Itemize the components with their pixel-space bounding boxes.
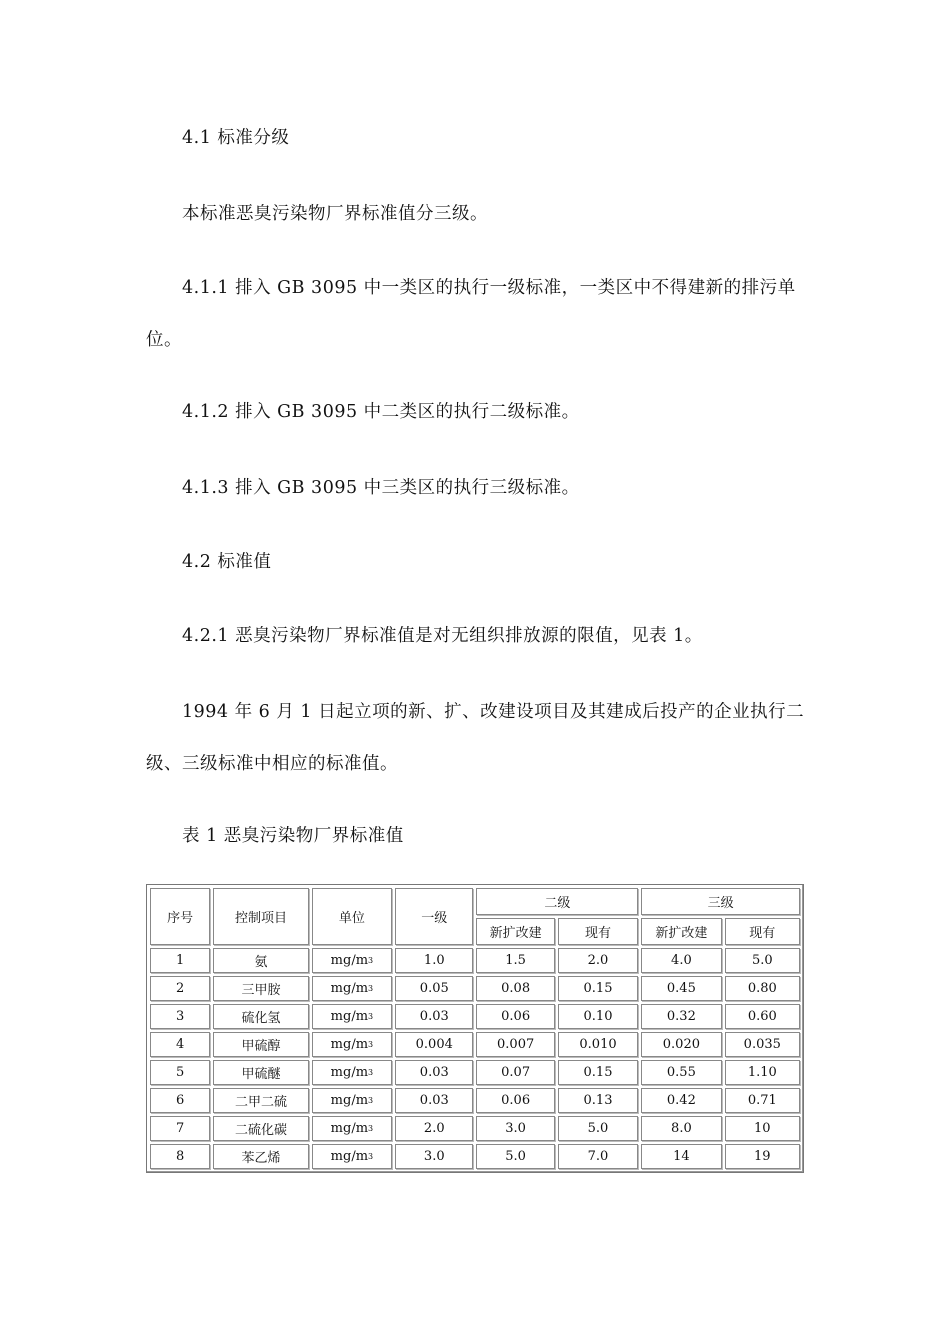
- cell-unit: [312, 1144, 392, 1169]
- unit-superscript: 3: [368, 956, 374, 965]
- table-row: [150, 1088, 800, 1113]
- cell-grade3-new: 14: [641, 1144, 721, 1169]
- unit-base: mg/m: [330, 1037, 369, 1052]
- cell-grade2-existing: 0.10: [558, 1004, 638, 1029]
- cell-grade3-new: 0.020: [641, 1032, 721, 1057]
- cell-seq: 2: [150, 976, 210, 1001]
- cell-seq: 4: [150, 1032, 210, 1057]
- cell-grade3-existing: 0.035: [725, 1032, 800, 1057]
- header-seq: 序号: [150, 888, 210, 945]
- cell-grade2-new: 5.0: [476, 1144, 554, 1169]
- cell-grade3-new: 0.42: [641, 1088, 721, 1113]
- cell-grade2-new: 1.5: [476, 948, 554, 973]
- cell-seq: 5: [150, 1060, 210, 1085]
- paragraph-4-2-1: 4.2.1 恶臭污染物厂界标准值是对无组织排放源的限值，见表 1。: [182, 626, 703, 646]
- table-row: [150, 1004, 800, 1029]
- cell-grade1: 0.05: [395, 976, 473, 1001]
- cell-grade2-existing: 0.15: [558, 1060, 638, 1085]
- cell-grade1: 0.03: [395, 1088, 473, 1113]
- unit-superscript: 3: [368, 1096, 374, 1105]
- unit-base: mg/m: [330, 1121, 369, 1136]
- unit-superscript: 3: [368, 1012, 374, 1021]
- unit-base: mg/m: [330, 1009, 369, 1024]
- cell-grade2-new: 0.06: [476, 1088, 554, 1113]
- cell-grade1: 3.0: [395, 1144, 473, 1169]
- section-heading-4-1: 4.1 标准分级: [182, 128, 290, 148]
- table-row: [150, 1144, 800, 1169]
- cell-grade3-new: 0.32: [641, 1004, 721, 1029]
- unit-base: mg/m: [330, 1065, 369, 1080]
- cell-grade3-new: 4.0: [641, 948, 721, 973]
- cell-grade3-existing: 10: [725, 1116, 800, 1141]
- header-grade2-existing: 现有: [558, 918, 638, 945]
- standards-table: [146, 884, 804, 1173]
- table-caption: 表 1 恶臭污染物厂界标准值: [182, 826, 404, 846]
- unit-superscript: 3: [368, 1040, 374, 1049]
- cell-seq: 7: [150, 1116, 210, 1141]
- cell-grade3-new: 8.0: [641, 1116, 721, 1141]
- unit-superscript: 3: [368, 1068, 374, 1077]
- cell-grade1: 0.03: [395, 1004, 473, 1029]
- cell-grade1: 2.0: [395, 1116, 473, 1141]
- unit-base: mg/m: [330, 953, 369, 968]
- cell-grade3-new: 0.45: [641, 976, 721, 1001]
- header-item: 控制项目: [213, 888, 308, 945]
- cell-grade3-existing: 19: [725, 1144, 800, 1169]
- cell-unit: [312, 1004, 392, 1029]
- unit-superscript: 3: [368, 984, 374, 993]
- cell-grade2-new: 0.07: [476, 1060, 554, 1085]
- paragraph-1994-projects: 1994 年 6 月 1 日起立项的新、扩、改建设项目及其建成后投产的企业执行二级、三级标准中相应的标准值。: [146, 702, 805, 774]
- cell-item: 甲硫醚: [213, 1060, 308, 1085]
- header-grade3: 三级: [641, 888, 800, 915]
- cell-grade3-existing: 0.80: [725, 976, 800, 1001]
- table-row: [150, 948, 800, 973]
- cell-grade2-existing: 0.010: [558, 1032, 638, 1057]
- unit-superscript: 3: [368, 1152, 374, 1161]
- header-grade1: 一级: [395, 888, 473, 945]
- cell-grade2-existing: 2.0: [558, 948, 638, 973]
- header-grade2: 二级: [476, 888, 638, 915]
- cell-item: 二甲二硫: [213, 1088, 308, 1113]
- cell-item: 氨: [213, 948, 308, 973]
- standards-table-wrapper: [146, 884, 804, 1173]
- cell-seq: 6: [150, 1088, 210, 1113]
- cell-grade1: 0.03: [395, 1060, 473, 1085]
- section-heading-4-2: 4.2 标准值: [182, 552, 272, 572]
- cell-grade2-new: 0.08: [476, 976, 554, 1001]
- cell-grade3-new: 0.55: [641, 1060, 721, 1085]
- unit-superscript: 3: [368, 1124, 374, 1133]
- paragraph-4-1-2: 4.1.2 排入 GB 3095 中二类区的执行二级标准。: [182, 402, 580, 422]
- unit-base: mg/m: [330, 1093, 369, 1108]
- unit-base: mg/m: [330, 981, 369, 996]
- cell-grade1: 1.0: [395, 948, 473, 973]
- cell-unit: [312, 1060, 392, 1085]
- cell-grade2-existing: 7.0: [558, 1144, 638, 1169]
- cell-grade2-existing: 0.15: [558, 976, 638, 1001]
- cell-item: 甲硫醇: [213, 1032, 308, 1057]
- header-grade2-new: 新扩改建: [476, 918, 554, 945]
- table-body: [150, 948, 800, 1169]
- cell-item: 二硫化碳: [213, 1116, 308, 1141]
- header-unit: 单位: [312, 888, 392, 945]
- cell-grade2-existing: 5.0: [558, 1116, 638, 1141]
- cell-unit: [312, 976, 392, 1001]
- table-row: [150, 976, 800, 1001]
- cell-seq: 3: [150, 1004, 210, 1029]
- cell-grade2-new: 3.0: [476, 1116, 554, 1141]
- cell-item: 三甲胺: [213, 976, 308, 1001]
- table-row: [150, 1060, 800, 1085]
- cell-grade1: 0.004: [395, 1032, 473, 1057]
- paragraph-grading: 本标准恶臭污染物厂界标准值分三级。: [182, 204, 488, 224]
- cell-grade3-existing: 5.0: [725, 948, 800, 973]
- unit-base: mg/m: [330, 1149, 369, 1164]
- cell-seq: 1: [150, 948, 210, 973]
- header-grade3-new: 新扩改建: [641, 918, 721, 945]
- cell-unit: [312, 1032, 392, 1057]
- cell-item: 硫化氢: [213, 1004, 308, 1029]
- cell-grade2-new: 0.007: [476, 1032, 554, 1057]
- cell-unit: [312, 948, 392, 973]
- paragraph-4-1-3: 4.1.3 排入 GB 3095 中三类区的执行三级标准。: [182, 478, 580, 498]
- cell-grade3-existing: 1.10: [725, 1060, 800, 1085]
- cell-grade3-existing: 0.60: [725, 1004, 800, 1029]
- cell-unit: [312, 1088, 392, 1113]
- header-grade3-existing: 现有: [725, 918, 800, 945]
- cell-grade2-existing: 0.13: [558, 1088, 638, 1113]
- cell-grade3-existing: 0.71: [725, 1088, 800, 1113]
- cell-seq: 8: [150, 1144, 210, 1169]
- paragraph-4-1-1: 4.1.1 排入 GB 3095 中一类区的执行一级标准，一类区中不得建新的排污单位。: [146, 278, 796, 350]
- cell-item: 苯乙烯: [213, 1144, 308, 1169]
- table-header-row: [150, 888, 800, 915]
- cell-unit: [312, 1116, 392, 1141]
- table-row: [150, 1116, 800, 1141]
- table-row: [150, 1032, 800, 1057]
- cell-grade2-new: 0.06: [476, 1004, 554, 1029]
